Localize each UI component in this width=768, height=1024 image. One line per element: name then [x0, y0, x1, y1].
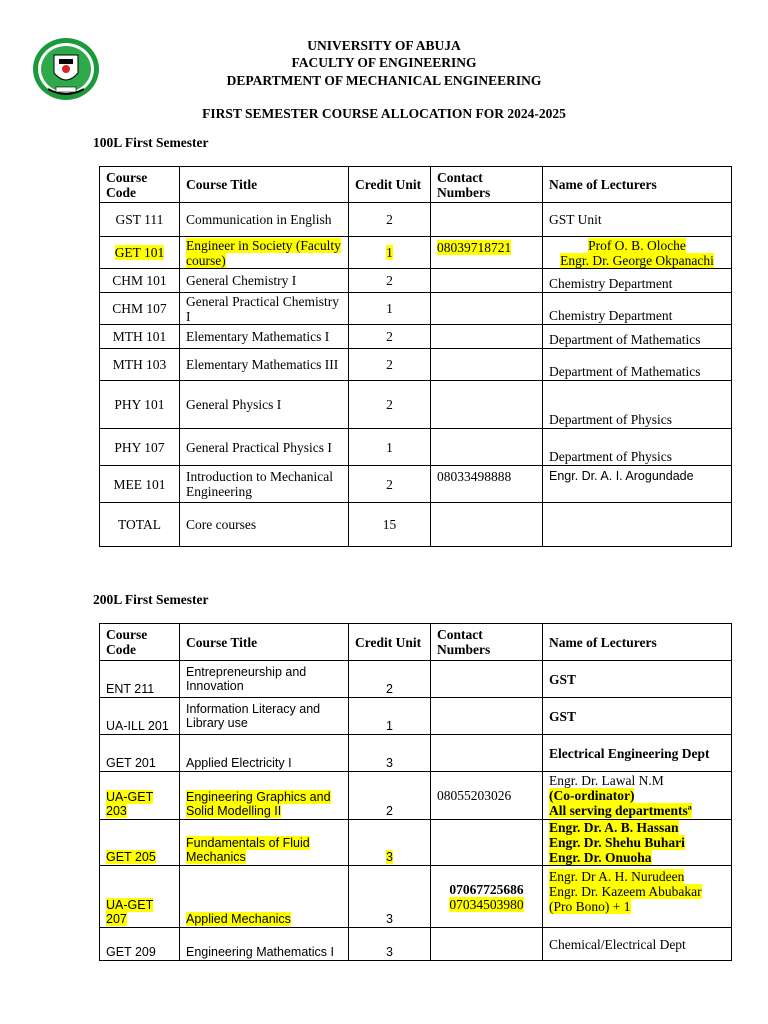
contact-number [431, 928, 543, 961]
table-row-total [100, 503, 732, 547]
credit-unit: 3 [349, 735, 431, 772]
table-row [100, 661, 732, 698]
contact-number: 07067725686 [449, 881, 524, 897]
credit-unit: 1 [349, 698, 431, 735]
course-title: General Physics I [180, 381, 349, 429]
lecturer: Engr. Dr. Shehu Buhari [549, 835, 685, 850]
table-row [100, 866, 732, 928]
contact-number [431, 698, 543, 735]
contact-number: 08033498888 [431, 466, 543, 503]
col-contact: Contact Numbers [431, 167, 543, 203]
university-name: UNIVERSITY OF ABUJA [307, 38, 461, 53]
table-row [100, 381, 732, 429]
credit-unit: 2 [349, 269, 431, 293]
contact-number: 08039718721 [437, 240, 512, 255]
col-code: Course Code [100, 624, 180, 661]
table-header-row [100, 624, 732, 661]
credit-unit: 2 [349, 661, 431, 698]
course-title: Information Literacy and Library use [180, 698, 349, 735]
lecturer: Prof O. B. Oloche [588, 237, 686, 253]
course-code: MEE 101 [100, 466, 180, 503]
credit-unit: 1 [386, 245, 393, 260]
table-row [100, 928, 732, 961]
lecturer [543, 503, 732, 547]
col-lecturers: Name of Lecturers [543, 624, 732, 661]
table-200l [99, 623, 732, 961]
credit-unit: 2 [349, 772, 431, 820]
table-row [100, 772, 732, 820]
table-header-row [100, 167, 732, 203]
col-title: Course Title [180, 167, 349, 203]
course-title: Applied Electricity I [180, 735, 349, 772]
lecturer: Chemistry Department [543, 269, 732, 293]
contact-number-2: 07034503980 [449, 896, 524, 912]
course-code: MTH 103 [100, 349, 180, 381]
lecturer: Engr. Dr. Kazeem Abubakar [549, 884, 702, 899]
lecturer: Department of Physics [543, 429, 732, 466]
course-code: GST 111 [100, 203, 180, 237]
table-row [100, 466, 732, 503]
lecturer: Engr. Dr. A. B. Hassan [549, 820, 679, 835]
document-title: FIRST SEMESTER COURSE ALLOCATION FOR 2024-2025 [202, 106, 566, 121]
lecturer: Department of Mathematics [543, 325, 732, 349]
col-title: Course Title [180, 624, 349, 661]
course-title: Elementary Mathematics III [180, 349, 349, 381]
lecturer: Engr. Dr. A. I. Arogundade [543, 466, 732, 503]
contact-number [431, 349, 543, 381]
course-title: Core courses [180, 503, 349, 547]
table-row [100, 735, 732, 772]
col-credit: Credit Unit [349, 167, 431, 203]
course-code: PHY 101 [100, 381, 180, 429]
lecturer: (Co-ordinator) [549, 788, 635, 803]
col-code: Course Code [100, 167, 180, 203]
course-code: GET 205 [106, 850, 156, 864]
credit-unit: 2 [349, 325, 431, 349]
course-title: Entrepreneurship and Innovation [180, 661, 349, 698]
table-row [100, 820, 732, 866]
contact-number [431, 735, 543, 772]
credit-unit: 2 [349, 203, 431, 237]
course-title: General Practical Chemistry I [180, 293, 349, 325]
lecturer: Department of Physics [543, 381, 732, 429]
credit-unit: 2 [349, 381, 431, 429]
table-100l [99, 166, 732, 547]
credit-unit: 1 [349, 293, 431, 325]
credit-unit: 3 [349, 928, 431, 961]
course-code: GET 201 [100, 735, 180, 772]
course-code: PHY 107 [100, 429, 180, 466]
course-code: ENT 211 [100, 661, 180, 698]
contact-number [431, 203, 543, 237]
course-code: UA-ILL 201 [100, 698, 180, 735]
course-code: GET 209 [100, 928, 180, 961]
course-title: Applied Mechanics [186, 912, 291, 926]
course-title: Communication in English [180, 203, 349, 237]
lecturer: GST [543, 661, 732, 698]
lecturer: Engr. Dr A. H. Nurudeen [549, 869, 685, 884]
contact-number [431, 820, 543, 866]
lecturer: Engr. Dr. George Okpanachi [560, 252, 714, 268]
faculty-name: FACULTY OF ENGINEERING [291, 55, 477, 70]
section-heading-100l: 100L First Semester [93, 135, 209, 150]
course-code: GET 101 [114, 245, 165, 260]
credit-unit: 1 [349, 429, 431, 466]
course-title: Fundamentals of Fluid Mechanics [186, 836, 310, 864]
course-code: UA-GET 207 [106, 898, 154, 926]
contact-number [431, 429, 543, 466]
course-title: General Chemistry I [180, 269, 349, 293]
course-title: Engineer in Society (Faculty course) [186, 237, 341, 268]
contact-number [431, 269, 543, 293]
lecturer: Engr. Dr. Onuoha [549, 850, 652, 865]
lecturer: Department of Mathematics [543, 349, 732, 381]
course-title: Elementary Mathematics I [180, 325, 349, 349]
lecturer: GST [543, 698, 732, 735]
credit-unit: 3 [386, 850, 393, 864]
contact-number: 08055203026 [431, 772, 543, 820]
table-row [100, 349, 732, 381]
contact-number [431, 381, 543, 429]
table-row [100, 269, 732, 293]
course-code: CHM 101 [100, 269, 180, 293]
lecturer: Chemical/Electrical Dept [543, 928, 732, 961]
lecturer: GST Unit [543, 203, 732, 237]
table-row [100, 698, 732, 735]
credit-unit: 2 [349, 349, 431, 381]
course-title: Introduction to Mechanical Engineering [180, 466, 349, 503]
contact-number [431, 325, 543, 349]
lecturer: (Pro Bono) + 1 [549, 899, 631, 914]
contact-number [431, 293, 543, 325]
credit-unit: 3 [349, 866, 431, 928]
course-title: Engineering Mathematics I [180, 928, 349, 961]
lecturer: Engr. Dr. Lawal N.M [549, 773, 664, 788]
table-row [100, 325, 732, 349]
col-lecturers: Name of Lecturers [543, 167, 732, 203]
col-contact: Contact Numbers [431, 624, 543, 661]
credit-unit: 15 [349, 503, 431, 547]
course-code: TOTAL [100, 503, 180, 547]
section-heading-200l: 200L First Semester [93, 592, 209, 607]
contact-number [431, 503, 543, 547]
contact-number [431, 661, 543, 698]
lecturer: Chemistry Department [543, 293, 732, 325]
lecturer: Electrical Engineering Dept [543, 735, 732, 772]
lecturer: All serving departmentsª [549, 803, 692, 818]
course-code: UA-GET 203 [106, 790, 154, 818]
table-row [100, 237, 732, 269]
table-row [100, 293, 732, 325]
course-code: CHM 107 [100, 293, 180, 325]
col-credit: Credit Unit [349, 624, 431, 661]
table-row [100, 203, 732, 237]
table-row [100, 429, 732, 466]
department-name: DEPARTMENT OF MECHANICAL ENGINEERING [226, 73, 542, 88]
course-code: MTH 101 [100, 325, 180, 349]
course-title: General Practical Physics I [180, 429, 349, 466]
course-title: Engineering Graphics and Solid Modelling II [186, 790, 331, 818]
credit-unit: 2 [349, 466, 431, 503]
